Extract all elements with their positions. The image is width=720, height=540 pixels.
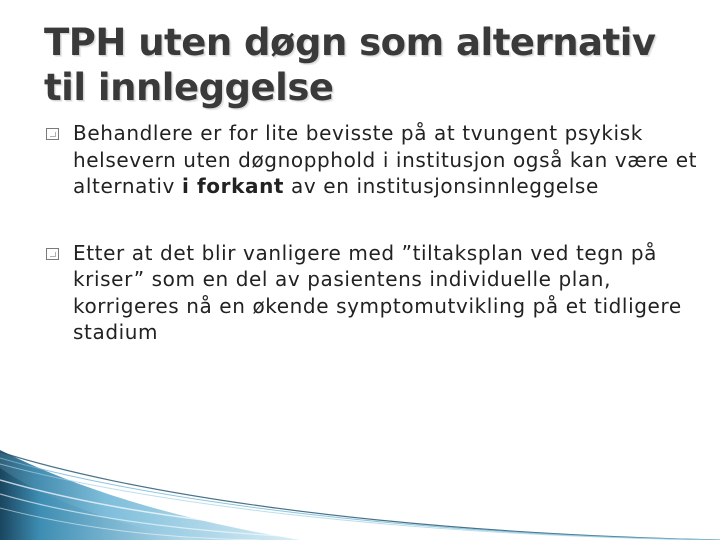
bullet-item-1	[46, 120, 710, 200]
square-bullet-icon	[46, 128, 59, 140]
square-bullet-icon	[46, 248, 59, 260]
bullet-2-text: Etter at det blir vanligere med ”tiltaksplan ved tegn på kriser” som en del av pasientens individuelle plan, korrigeres nå en økende symptomutvikling på et tidligere stadium	[73, 240, 682, 344]
bullet-list	[46, 120, 710, 386]
bullet-1-bold-text: i forkant	[181, 174, 285, 198]
bullet-item-2	[46, 240, 710, 346]
bullet-1-text-after: av en institusjonsinnleggelse	[284, 174, 599, 198]
slide-title: TPH uten døgn som alternativ til innleggelse	[44, 21, 656, 109]
bullet-1-text-before: Behandlere er for lite bevisste på at tvungent psykisk helsevern uten døgnopphold i institusjon også kan være et alternativ	[73, 121, 698, 198]
wave-stripes-decoration	[0, 450, 720, 540]
